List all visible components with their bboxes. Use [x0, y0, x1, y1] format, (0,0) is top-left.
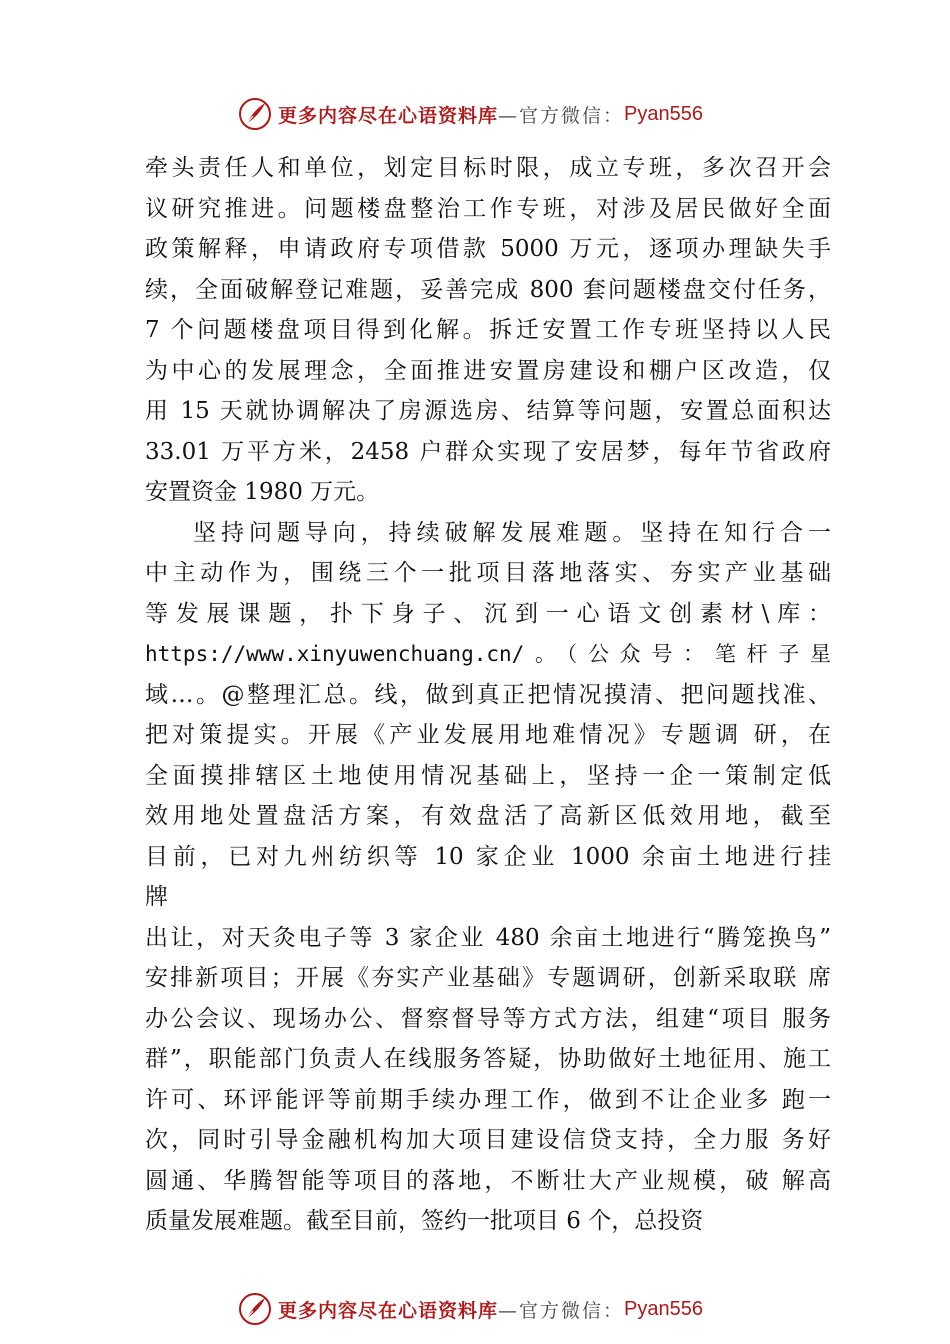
body-line: 政策解释，申请政府专项借款 5000 万元，逐项办理缺失手 — [145, 236, 831, 262]
footer-watermark-banner — [238, 1291, 758, 1327]
body-line: 出让，对天灸电子等 3 家企业 480 余亩土地进行“腾笼换鸟” — [145, 924, 831, 951]
header-watermark-banner — [238, 96, 758, 132]
banner-wechat-id: Pyan556 — [624, 102, 703, 125]
body-line: 用 15 天就协调解决了房源选房、结算等问题，安置总面积达 — [145, 398, 831, 424]
body-line: 全面摸排辖区土地使用情况基础上，坚持一企一策制定低 — [145, 762, 831, 789]
body-line: 质量发展难题。截至目前，签约一批项目 6 个，总投资 — [145, 1208, 704, 1234]
body-line: 效用地处置盘活方案，有效盘活了高新区低效用地，截至 — [145, 803, 831, 829]
body-line: 目前，已对九州纺织等 10 家企业 1000 余亩土地进行挂 — [145, 843, 831, 870]
body-line: 中主动作为，围绕三个一批项目落地落实、夯实产业基础 — [145, 560, 831, 586]
body-line: 等发展课题，扑下身子、沉到一心语文创素材\库： — [145, 600, 831, 627]
body-line: 圆通、华腾智能等项目的落地，不断壮大产业规模，破 解高 — [145, 1167, 831, 1194]
body-line: 安排新项目；开展《夯实产业基础》专题调研，创新采取联 席 — [145, 965, 831, 991]
url-line: https://www.xinyuwenchuang.cn/。（公众号：笔杆子星 — [145, 642, 831, 666]
body-line: 33.01 万平方米，2458 户群众实现了安居梦，每年节省政府 — [145, 438, 831, 465]
banner-dash-text: —官方微信： — [498, 1299, 625, 1322]
body-line: 安置资金 1980 万元。 — [145, 479, 380, 505]
body-line: 议研究推进。问题楼盘整治工作专班，对涉及居民做好全面 — [145, 195, 831, 222]
body-line: 牵头责任人和单位，划定目标时限，成立专班，多次召开会 — [145, 155, 831, 181]
banner-dash-text: —官方微信： — [498, 104, 625, 127]
body-line: 办公会议、现场办公、督察督导等方式方法，组建“项目 服务 — [145, 1005, 831, 1032]
document-body — [145, 148, 831, 1242]
banner-wechat-id: Pyan556 — [624, 1297, 703, 1320]
paragraph-start-line: 坚持问题导向，持续破解发展难题。坚持在知行合一 — [193, 519, 831, 546]
body-line: 牌 — [145, 884, 168, 910]
body-line: 为中心的发展理念，全面推进安置房建设和棚户区改造，仅 — [145, 357, 831, 384]
body-line: 续，全面破解登记难题，妥善完成 800 套问题楼盘交付任务， — [145, 276, 831, 303]
body-line: 群”，职能部门负责人在线服务答疑，协助做好土地征用、施工 — [145, 1046, 831, 1072]
body-line: 次，同时引导金融机构加大项目建设信贷支持，全力服 务好 — [145, 1127, 831, 1153]
quill-pen-logo-icon — [238, 97, 272, 131]
body-line: 把对策提实。开展《产业发展用地难情况》专题调 研，在 — [145, 722, 831, 748]
body-line: 许可、环评能评等前期手续办理工作，做到不让企业多 跑一 — [145, 1086, 831, 1113]
body-line: 7 个问题楼盘项目得到化解。拆迁安置工作专班坚持以人民 — [145, 317, 831, 343]
banner-brand-text: 更多内容尽在心语资料库 — [278, 104, 499, 127]
body-line: 域…。@整理汇总。线，做到真正把情况摸清、把问题找准、 — [145, 681, 831, 708]
quill-pen-logo-icon — [238, 1292, 272, 1326]
banner-brand-text: 更多内容尽在心语资料库 — [278, 1299, 499, 1322]
